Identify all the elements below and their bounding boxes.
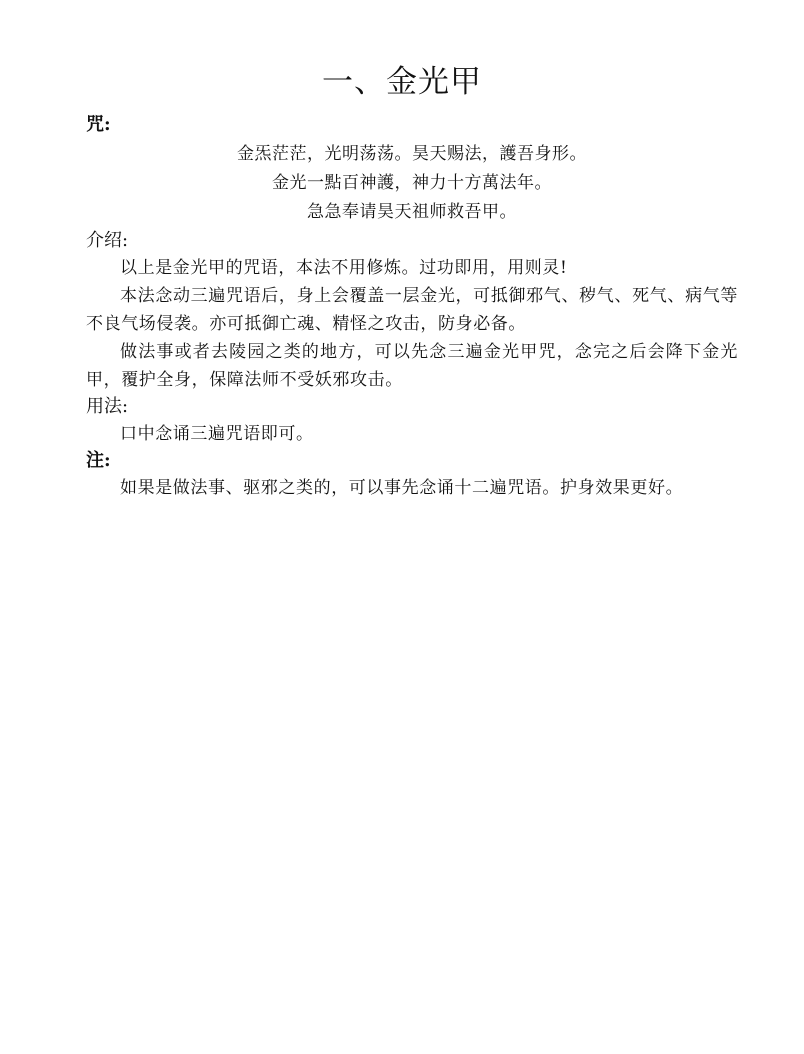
spell-line: 急急奉请昊天祖师救吾甲。	[307, 202, 517, 222]
spell-line: 金炁茫茫，光明荡荡。昊天赐法，護吾身形。	[237, 144, 587, 164]
intro-heading: 介绍:	[86, 230, 129, 251]
page-title: 一、金光甲	[322, 64, 482, 100]
spell-heading: 咒:	[86, 114, 111, 135]
intro-paragraph: 以上是金光甲的咒语，本法不用修炼。过功即用，用则灵!	[120, 258, 568, 278]
usage-paragraph: 口中念诵三遍咒语即可。	[120, 424, 314, 444]
note-heading: 注:	[86, 450, 111, 471]
note-paragraph: 如果是做法事、驱邪之类的，可以事先念诵十二遍咒语。护身效果更好。	[120, 478, 684, 498]
spell-line: 金光一點百神護，神力十方萬法年。	[272, 173, 552, 193]
document-body	[86, 112, 738, 502]
usage-heading: 用法:	[86, 396, 129, 417]
intro-paragraph: 本法念动三遍咒语后，身上会覆盖一层金光，可抵御邪气、秽气、死气、病气等不良气场侵袭。亦可抵御亡魂、精怪之攻击，防身必备。	[86, 286, 738, 334]
spell-block	[86, 140, 738, 227]
intro-paragraph: 做法事或者去陵园之类的地方，可以先念三遍金光甲咒，念完之后会降下金光甲，覆护全身，保障法师不受妖邪攻击。	[86, 342, 738, 390]
